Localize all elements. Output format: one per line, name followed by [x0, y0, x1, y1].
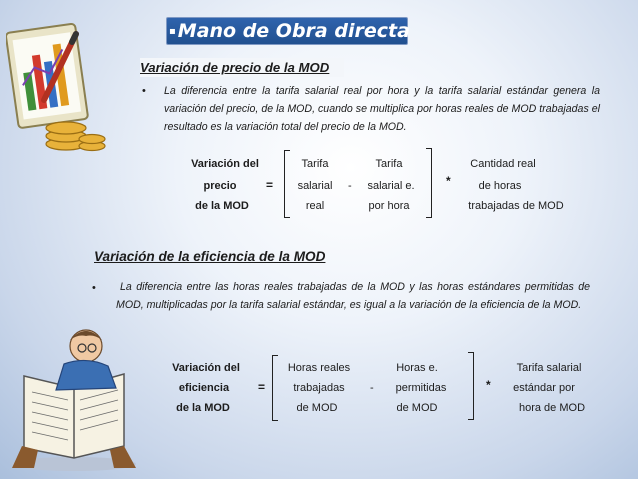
formula2-minus: - — [370, 382, 374, 394]
formula1-lhs-line2: precio — [203, 180, 237, 192]
formula2-col2-line1: Horas e. — [396, 362, 438, 374]
section2-paragraph: La diferencia entre las horas reales trabajadas de la MOD y las horas estándares permitidas de MOD, multiplicadas por la tarifa salarial estándar, es igual a la variación de la eficiencia de la MOD. — [116, 281, 590, 311]
formula1-col2-line3: por hora — [368, 200, 410, 212]
section2-bullet: • — [92, 282, 96, 294]
formula2-lhs-line1: Variación del — [172, 362, 240, 374]
formula2-lhs-line3: de la MOD — [176, 402, 230, 414]
formula2-col2-line2: permitidas — [395, 382, 447, 394]
formula2-col1-line3: de MOD — [296, 402, 338, 414]
section1-heading: Variación de precio de la MOD — [140, 58, 344, 77]
formula1-col3-line3: trabajadas de MOD — [468, 200, 564, 212]
formula2-col3-line1: Tarifa salarial — [516, 362, 582, 374]
formula2-col3-line2: estándar por — [513, 382, 575, 394]
formula2-times: * — [486, 378, 491, 392]
formula1-col1-line1: Tarifa — [301, 158, 329, 170]
formula2-equals: = — [258, 380, 266, 394]
formula2-col3-line3: hora de MOD — [518, 402, 586, 414]
formula1-col3-line2: de horas — [478, 180, 522, 192]
section1-bullet: • — [142, 85, 146, 97]
formula2-bracket-left — [272, 355, 278, 421]
formula1-times: * — [446, 174, 451, 188]
formula1-bracket-right — [426, 148, 432, 218]
formula1-col3-line1: Cantidad real — [470, 158, 536, 170]
reader-with-book-icon — [4, 296, 144, 472]
formula2-col1-line2: trabajadas — [293, 382, 345, 394]
formula1-col2-line2: salarial e. — [367, 180, 415, 192]
formula1-col2-line1: Tarifa — [375, 158, 403, 170]
formula1-col1-line3: real — [305, 200, 325, 212]
title-bullet: ▪ — [169, 26, 176, 37]
clipboard-chart-coins-icon — [6, 22, 106, 152]
formula1-col1-line2: salarial — [297, 180, 333, 192]
formula1-equals: = — [266, 178, 274, 192]
slide-title-text: Mano de Obra directa — [177, 20, 410, 42]
formula2-lhs-line2: eficiencia — [178, 382, 230, 394]
formula2-col1-line1: Horas reales — [287, 362, 351, 374]
formula2-bracket-right — [468, 352, 474, 420]
section2-heading: Variación de la eficiencia de la MOD — [94, 249, 326, 264]
slide-title — [166, 17, 408, 45]
formula1-lhs-line1: Variación del — [191, 158, 259, 170]
formula1-lhs-line3: de la MOD — [195, 200, 249, 212]
formula2-col2-line3: de MOD — [396, 402, 438, 414]
formula1-minus: - — [348, 180, 352, 192]
section1-paragraph: La diferencia entre la tarifa salarial real por hora y la tarifa salarial estándar genera la variación del precio, de la MOD, cuando se multiplica por horas reales de MOD trabajadas el resultado es la variación total del precio de la MOD. — [164, 85, 600, 133]
